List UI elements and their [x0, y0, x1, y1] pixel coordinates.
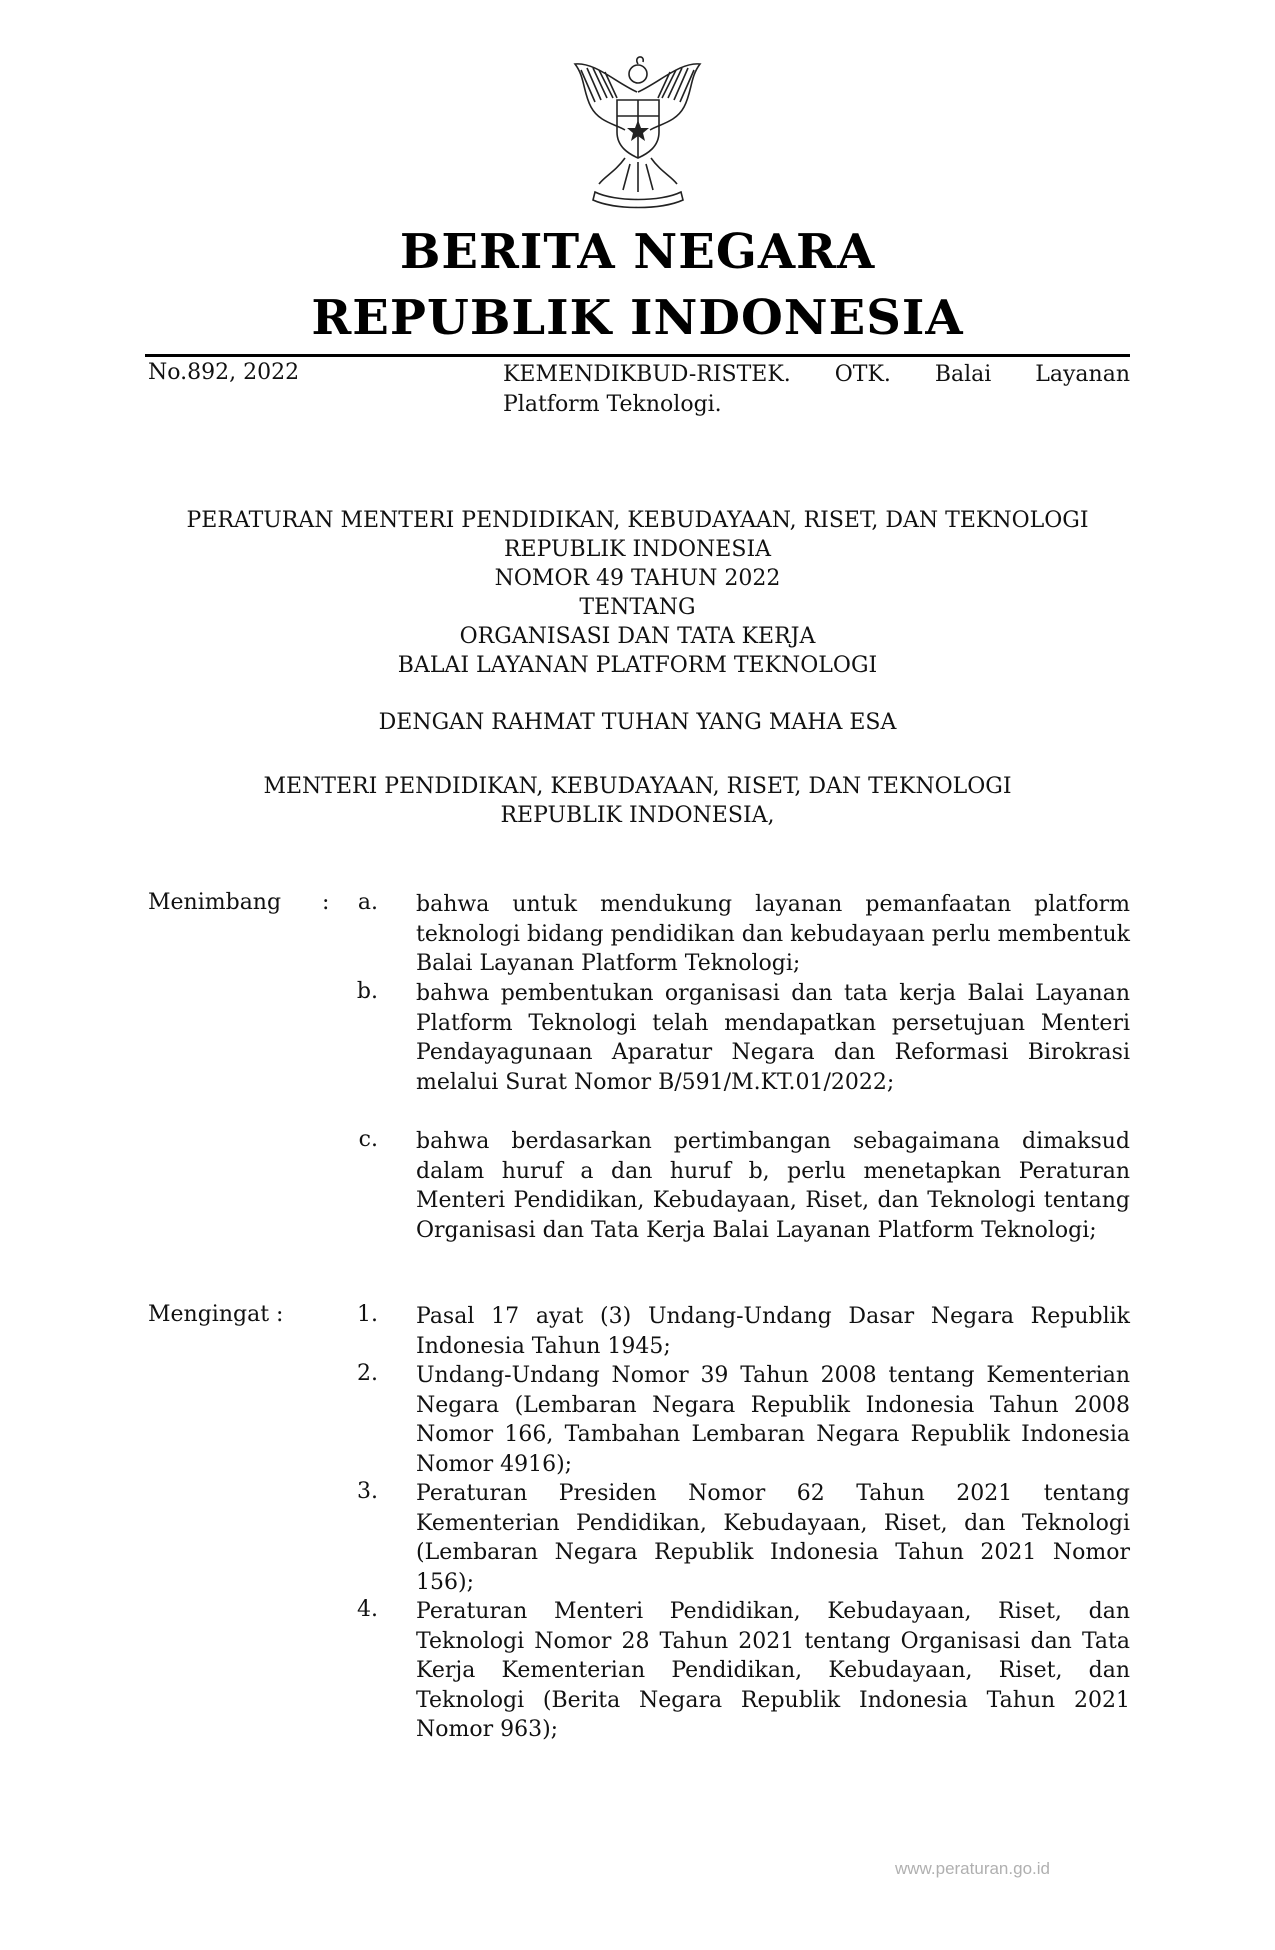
- agency-line-1: KEMENDIKBUD-RISTEK. OTK. Balai Layanan: [503, 362, 1130, 387]
- mengingat-marker: 1.: [357, 1302, 378, 1327]
- masthead-rule: [145, 354, 1130, 357]
- title-line: ORGANISASI DAN TATA KERJA: [459, 624, 816, 649]
- minister-line: MENTERI PENDIDIKAN, KEBUDAYAAN, RISET, DAN TEKNOLOGI: [263, 774, 1012, 799]
- regulation-title: [145, 506, 1130, 680]
- menimbang-marker: b.: [356, 979, 378, 1004]
- title-line: NOMOR 49 TAHUN 2022: [494, 566, 781, 591]
- menimbang-label: Menimbang: [148, 890, 282, 915]
- mengingat-item: Pasal 17 ayat (3) Undang-Undang Dasar Negara Republik Indonesia Tahun 1945;: [416, 1304, 1130, 1359]
- masthead-title: BERITA NEGARA: [399, 224, 876, 280]
- gazette-number: No.892, 2022: [148, 360, 300, 385]
- mengingat-item: Peraturan Menteri Pendidikan, Kebudayaan, Riset, dan Teknologi Nomor 28 Tahun 2021 tentang Organisasi dan Tata Kerja Kementerian Pendidikan, Kebudayaan, Riset, dan Teknologi (Berita Negara Republik Indonesia Tahun 2021 Nomor 963);: [416, 1599, 1130, 1742]
- mengingat-marker: 3.: [357, 1479, 378, 1504]
- title-line: REPUBLIK INDONESIA: [503, 537, 772, 562]
- masthead-subtitle: REPUBLIK INDONESIA: [311, 290, 964, 346]
- mengingat-item: Undang-Undang Nomor 39 Tahun 2008 tentang Kementerian Negara (Lembaran Negara Republik Indonesia Tahun 2008 Nomor 166, Tambahan Lembaran Negara Republik Indonesia Nomor 4916);: [416, 1363, 1130, 1477]
- agency-line-2: Platform Teknologi.: [503, 392, 722, 417]
- title-line: BALAI LAYANAN PLATFORM TEKNOLOGI: [397, 653, 878, 678]
- mengingat-item: Peraturan Presiden Nomor 62 Tahun 2021 tentang Kementerian Pendidikan, Kebudayaan, Riset, dan Teknologi (Lembaran Negara Republik Indonesia Tahun 2021 Nomor 156);: [416, 1481, 1130, 1595]
- title-line: TENTANG: [579, 595, 696, 620]
- menimbang-item: bahwa berdasarkan pertimbangan sebagaimana dimaksud dalam huruf a dan huruf b, perlu menetapkan Peraturan Menteri Pendidikan, Kebudayaan, Riset, dan Teknologi tentang Organisasi dan Tata Kerja Balai Layanan Platform Teknologi;: [416, 1129, 1130, 1243]
- minister-heading: [145, 772, 1130, 830]
- menimbang-item: bahwa untuk mendukung layanan pemanfaatan platform teknologi bidang pendidikan dan kebudayaan perlu membentuk Balai Layanan Platform Teknologi;: [416, 892, 1130, 976]
- menimbang-marker: c.: [358, 1127, 378, 1152]
- menimbang-item: bahwa pembentukan organisasi dan tata kerja Balai Layanan Platform Teknologi telah mendapatkan persetujuan Menteri Pendayagunaan Aparatur Negara dan Reformasi Birokrasi melalui Surat Nomor B/591/M.KT.01/2022;: [416, 981, 1130, 1095]
- mengingat-marker: 4.: [357, 1597, 378, 1622]
- garuda-emblem-icon: [555, 52, 720, 212]
- invocation: DENGAN RAHMAT TUHAN YANG MAHA ESA: [378, 710, 897, 735]
- title-line: PERATURAN MENTERI PENDIDIKAN, KEBUDAYAAN, RISET, DAN TEKNOLOGI: [186, 508, 1089, 533]
- mengingat-label: Mengingat :: [148, 1302, 284, 1327]
- minister-line: REPUBLIK INDONESIA,: [500, 803, 775, 828]
- footer-watermark-url[interactable]: www.peraturan.go.id: [895, 1859, 1050, 1878]
- mengingat-marker: 2.: [357, 1361, 378, 1386]
- menimbang-marker: a.: [357, 890, 378, 915]
- menimbang-colon: :: [322, 890, 330, 915]
